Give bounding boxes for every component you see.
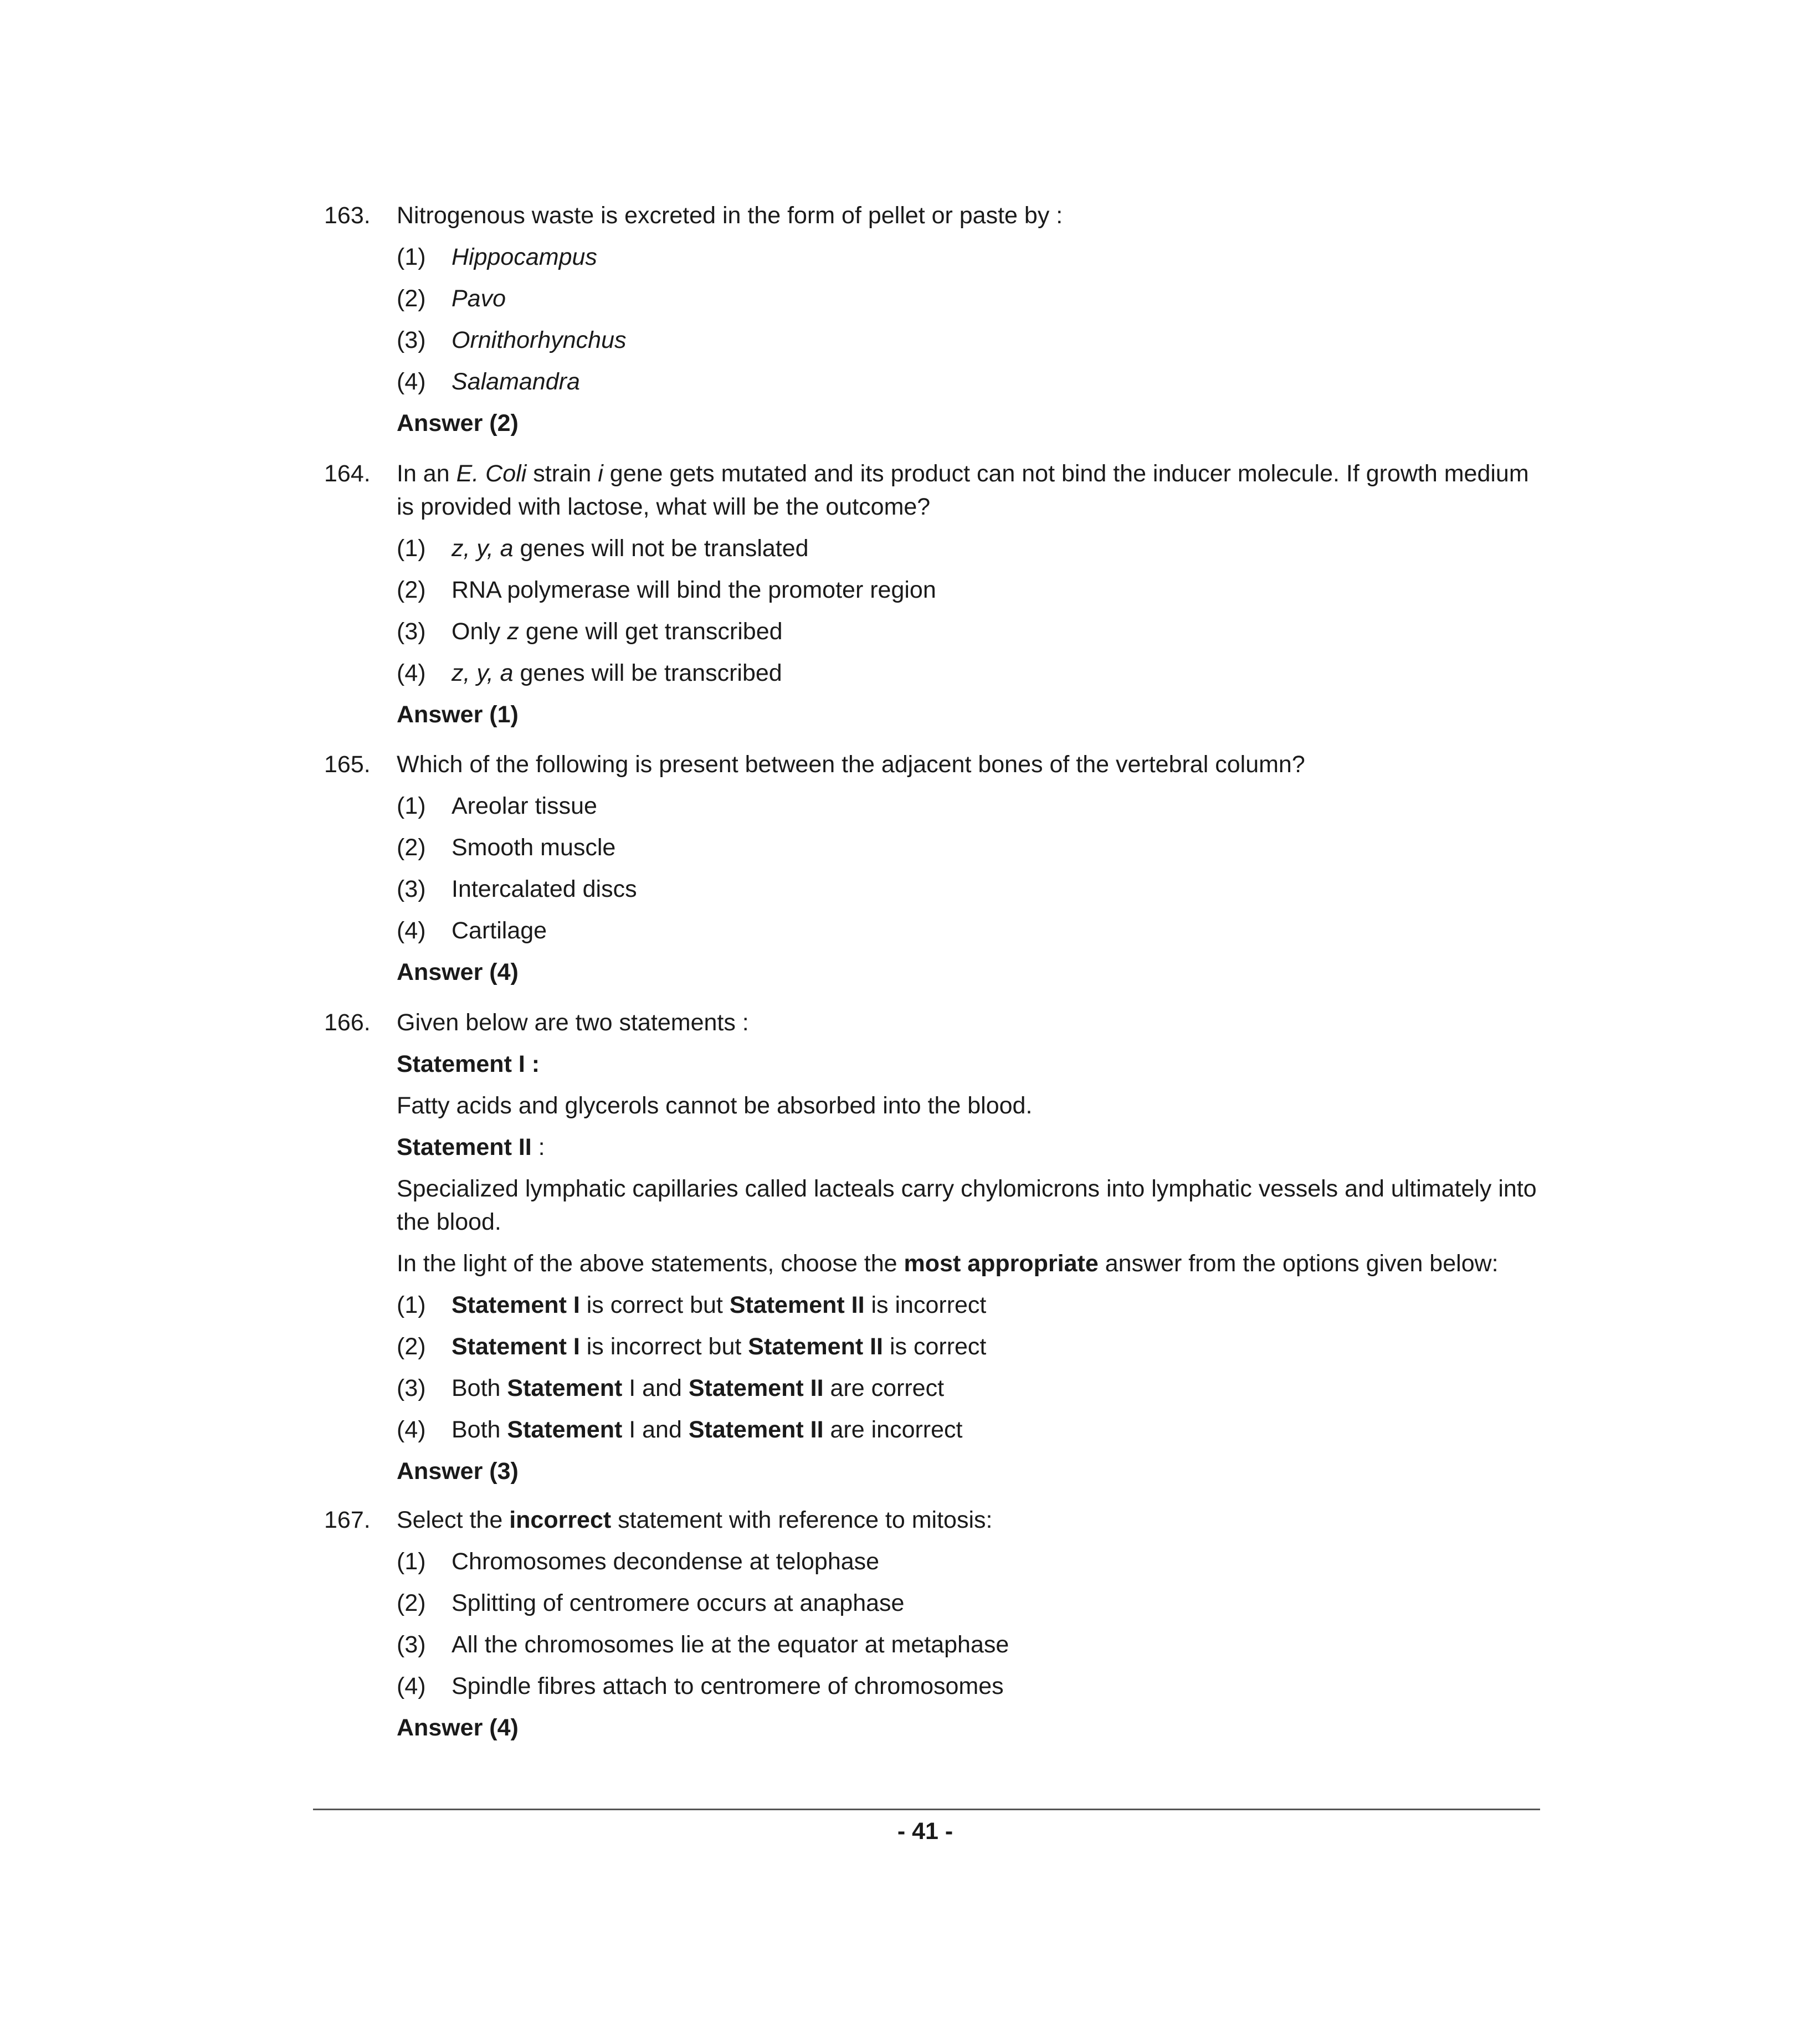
statement-ref: Statement II [688,1416,824,1443]
option-text: RNA polymerase will bind the promoter region [452,577,936,603]
text-part: Both [452,1375,507,1401]
text-part: are incorrect [823,1416,963,1443]
gene-name: z [507,618,519,645]
option-text: Ornithorhynchus [452,327,627,353]
question-text: Nitrogenous waste is excreted in the form of pellet or paste by : [397,202,1063,229]
question-number: 166. [324,1009,371,1036]
page-number: - 41 - [897,1818,953,1845]
statement-ref: Statement II [748,1333,884,1360]
option-text: Intercalated discs [452,876,637,902]
question-number: 163. [324,202,371,229]
text-part: I and [622,1375,689,1401]
option-number: (2) [397,1333,426,1360]
text-part: genes will be transcribed [513,660,782,686]
option-number: (3) [397,618,426,645]
question-text: Given below are two statements : [397,1009,749,1036]
text-part: is incorrect but [579,1333,748,1360]
question-number: 167. [324,1507,371,1533]
gene-names: z, y, a [452,660,514,686]
option-number: (1) [397,1292,426,1318]
emphasis: incorrect [509,1507,612,1533]
text-part: is correct but [579,1292,730,1318]
text-part: Both [452,1416,507,1443]
statement-2-text: Specialized lymphatic capillaries called lacteals carry chylomicrons into lymphatic vessels and ultimately into the blood. [397,1175,1537,1235]
text-part: Only [452,618,507,645]
gene-names: z, y, a [452,535,514,562]
option-number: (4) [397,660,426,686]
question-text: Which of the following is present between the adjacent bones of the vertebral column? [397,751,1305,778]
statement-ref: Statement [507,1375,623,1401]
option-number: (4) [397,1416,426,1443]
question-text [397,1503,1543,1537]
text-part: gene gets mutated and its product can not bind the inducer molecule. If growth medium is provided with lactose, what will be the outcome? [397,460,1529,520]
option-number: (2) [397,834,426,861]
option-text: Salamandra [452,368,580,395]
text-part: In an [397,460,456,487]
statement-ref: Statement I [452,1292,580,1318]
text-part: statement with reference to mitosis: [611,1507,993,1533]
option-number: (2) [397,285,426,312]
question-number: 164. [324,460,371,487]
option-number: (4) [397,368,426,395]
label-colon: : [531,1134,545,1160]
text-part: answer from the options given below: [1098,1250,1499,1277]
text-part: Select the [397,1507,510,1533]
organism-name: E. Coli [456,460,527,487]
answer: Answer (4) [397,959,519,985]
text-part: In the light of the above statements, choose the [397,1250,904,1277]
option-text: Chromosomes decondense at telophase [452,1548,880,1575]
option-text [452,1330,986,1363]
option-number: (3) [397,327,426,353]
option-text [452,615,783,648]
question-number: 165. [324,751,371,778]
statement-1-label: Statement I : [397,1051,540,1077]
option-number: (4) [397,917,426,944]
statement-ref: Statement [507,1416,623,1443]
answer: Answer (4) [397,1714,519,1741]
statement-ref: Statement II [729,1292,865,1318]
option-text: Splitting of centromere occurs at anaphase [452,1590,905,1616]
emphasis: most appropriate [904,1250,1099,1277]
instruction [397,1247,1499,1280]
statement-2-label [397,1131,545,1164]
statement-ref: Statement II [688,1375,824,1401]
option-number: (3) [397,1375,426,1401]
footer-divider [313,1809,1540,1810]
option-text [452,1288,986,1322]
gene-name: i [598,460,603,487]
statement-ref: Statement I [452,1333,580,1360]
answer: Answer (3) [397,1458,519,1485]
option-text: Spindle fibres attach to centromere of chromosomes [452,1673,1004,1699]
option-number: (1) [397,244,426,270]
option-number: (2) [397,577,426,603]
text-part: genes will not be translated [513,535,809,562]
option-number: (4) [397,1673,426,1699]
option-number: (1) [397,535,426,562]
question-text [397,457,1543,523]
answer: Answer (1) [397,701,519,728]
text-part: gene will get transcribed [519,618,783,645]
option-number: (3) [397,876,426,902]
text-part: strain [526,460,598,487]
option-text: Smooth muscle [452,834,616,861]
text-part: are correct [823,1375,945,1401]
option-text [452,656,782,690]
option-text: All the chromosomes lie at the equator at metaphase [452,1631,1009,1658]
statement-1-text: Fatty acids and glycerols cannot be absorbed into the blood. [397,1092,1033,1119]
option-number: (2) [397,1590,426,1616]
option-number: (1) [397,793,426,819]
option-text [452,1413,963,1446]
text-part: is correct [883,1333,987,1360]
option-text: Cartilage [452,917,547,944]
option-number: (3) [397,1631,426,1658]
option-text: Areolar tissue [452,793,597,819]
answer: Answer (2) [397,410,519,436]
option-number: (1) [397,1548,426,1575]
option-text [452,1372,944,1405]
label-text: Statement II [397,1134,532,1160]
option-text: Pavo [452,285,506,312]
option-text: Hippocampus [452,244,597,270]
option-text [452,532,809,565]
text-part: I and [622,1416,689,1443]
text-part: is incorrect [864,1292,987,1318]
